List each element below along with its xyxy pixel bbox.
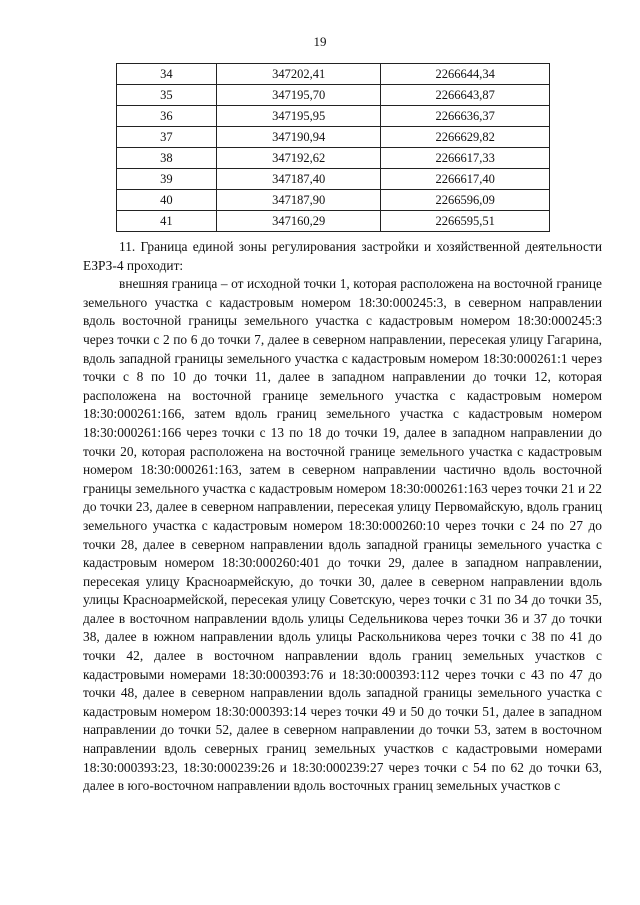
point-number-cell: 34 bbox=[117, 64, 217, 85]
table-row bbox=[117, 127, 550, 148]
point-number-cell: 39 bbox=[117, 169, 217, 190]
coordinates-table bbox=[116, 63, 550, 232]
x-coordinate-cell: 347192,62 bbox=[216, 148, 381, 169]
x-coordinate-cell: 347195,95 bbox=[216, 106, 381, 127]
page-number: 19 bbox=[313, 34, 327, 49]
document-body bbox=[83, 238, 602, 796]
y-coordinate-cell: 2266644,34 bbox=[381, 64, 550, 85]
y-coordinate-cell: 2266636,37 bbox=[381, 106, 550, 127]
table-row bbox=[117, 148, 550, 169]
point-number-cell: 36 bbox=[117, 106, 217, 127]
y-coordinate-cell: 2266643,87 bbox=[381, 85, 550, 106]
table-row bbox=[117, 169, 550, 190]
point-number-cell: 35 bbox=[117, 85, 217, 106]
table-row bbox=[117, 211, 550, 232]
table-row bbox=[117, 106, 550, 127]
x-coordinate-cell: 347202,41 bbox=[216, 64, 381, 85]
table-row bbox=[117, 64, 550, 85]
y-coordinate-cell: 2266617,40 bbox=[381, 169, 550, 190]
table-row bbox=[117, 190, 550, 211]
boundary-description-paragraph: внешняя граница – от исходной точки 1, которая расположена на восточной границе земельного участка с кадастровым номером 18:30:000245:3, в северном направлении вдоль восточной границы земельного участка с кадастровым номером 18:30:000245:3 через точки с 2 по 6 до точки 7, далее в северном направлении, пересекая улицу Гагарина, вдоль западной границы земельного участка с кадастровым номером 18:30:000261:1 через точки с 8 по 10 до точки 11, далее в западном направлении до точки 12, которая расположена на восточной границе земельного участка с кадастровым номером 18:30:000261:166, затем вдоль границ земельного участка с кадастровым номером 18:30:000261:166 через точки с 13 по 18 до точки 19, далее в западном направлении до точки 20, которая расположена на восточной границе земельного участка с кадастровым номером 18:30:000261:163, затем в северном направлении частично вдоль восточной границы земельного участка с кадастровым номером 18:30:000261:163 через точки 21 и 22 до точки 23, далее в северном направлении, пересекая улицу Первомайскую, вдоль границ земельного участка с кадастровым номером 18:30:000260:10 через точки с 24 по 27 до точки 28, далее в северном направлении вдоль западной границы земельного участка с кадастровым номером 18:30:000260:401 до точки 29, далее в западном направлении, пересекая улицу Красноармейскую, до точки 30, далее в северном направлении вдоль улицы Красноармейской, пересекая улицу Советскую, через точки с 31 по 34 до точки 35, далее в восточном направлении вдоль улицы Седельникова через точки 36 и 37 до точки 38, далее в южном направлении вдоль улицы Раскольникова через точки с 38 по 41 до точки 42, далее в восточном направлении вдоль границ земельных участков с кадастровыми номерами 18:30:000393:76 и 18:30:000393:112 через точки с 43 по 47 до точки 48, далее в северном направлении вдоль западной границы земельного участка с кадастровым номером 18:30:000393:14 через точки 49 и 50 до точки 51, далее в западном направлении до точки 52, далее в северном направлении до точки 53, затем в восточном направлении вдоль северных границ земельных участков с кадастровыми номерами 18:30:000393:23, 18:30:000239:26 и 18:30:000239:27 через точки с 54 по 62 до точки 63, далее в юго-восточном направлении вдоль восточных границ земельных участков с bbox=[83, 276, 602, 794]
y-coordinate-cell: 2266595,51 bbox=[381, 211, 550, 232]
x-coordinate-cell: 347160,29 bbox=[216, 211, 381, 232]
x-coordinate-cell: 347195,70 bbox=[216, 85, 381, 106]
point-number-cell: 40 bbox=[117, 190, 217, 211]
y-coordinate-cell: 2266617,33 bbox=[381, 148, 550, 169]
x-coordinate-cell: 347187,40 bbox=[216, 169, 381, 190]
point-number-cell: 37 bbox=[117, 127, 217, 148]
table-row bbox=[117, 85, 550, 106]
point-number-cell: 41 bbox=[117, 211, 217, 232]
x-coordinate-cell: 347187,90 bbox=[216, 190, 381, 211]
section-heading-paragraph: 11. Граница единой зоны регулирования застройки и хозяйственной деятельности ЕЗРЗ-4 проходит: bbox=[83, 239, 602, 273]
y-coordinate-cell: 2266629,82 bbox=[381, 127, 550, 148]
x-coordinate-cell: 347190,94 bbox=[216, 127, 381, 148]
y-coordinate-cell: 2266596,09 bbox=[381, 190, 550, 211]
point-number-cell: 38 bbox=[117, 148, 217, 169]
